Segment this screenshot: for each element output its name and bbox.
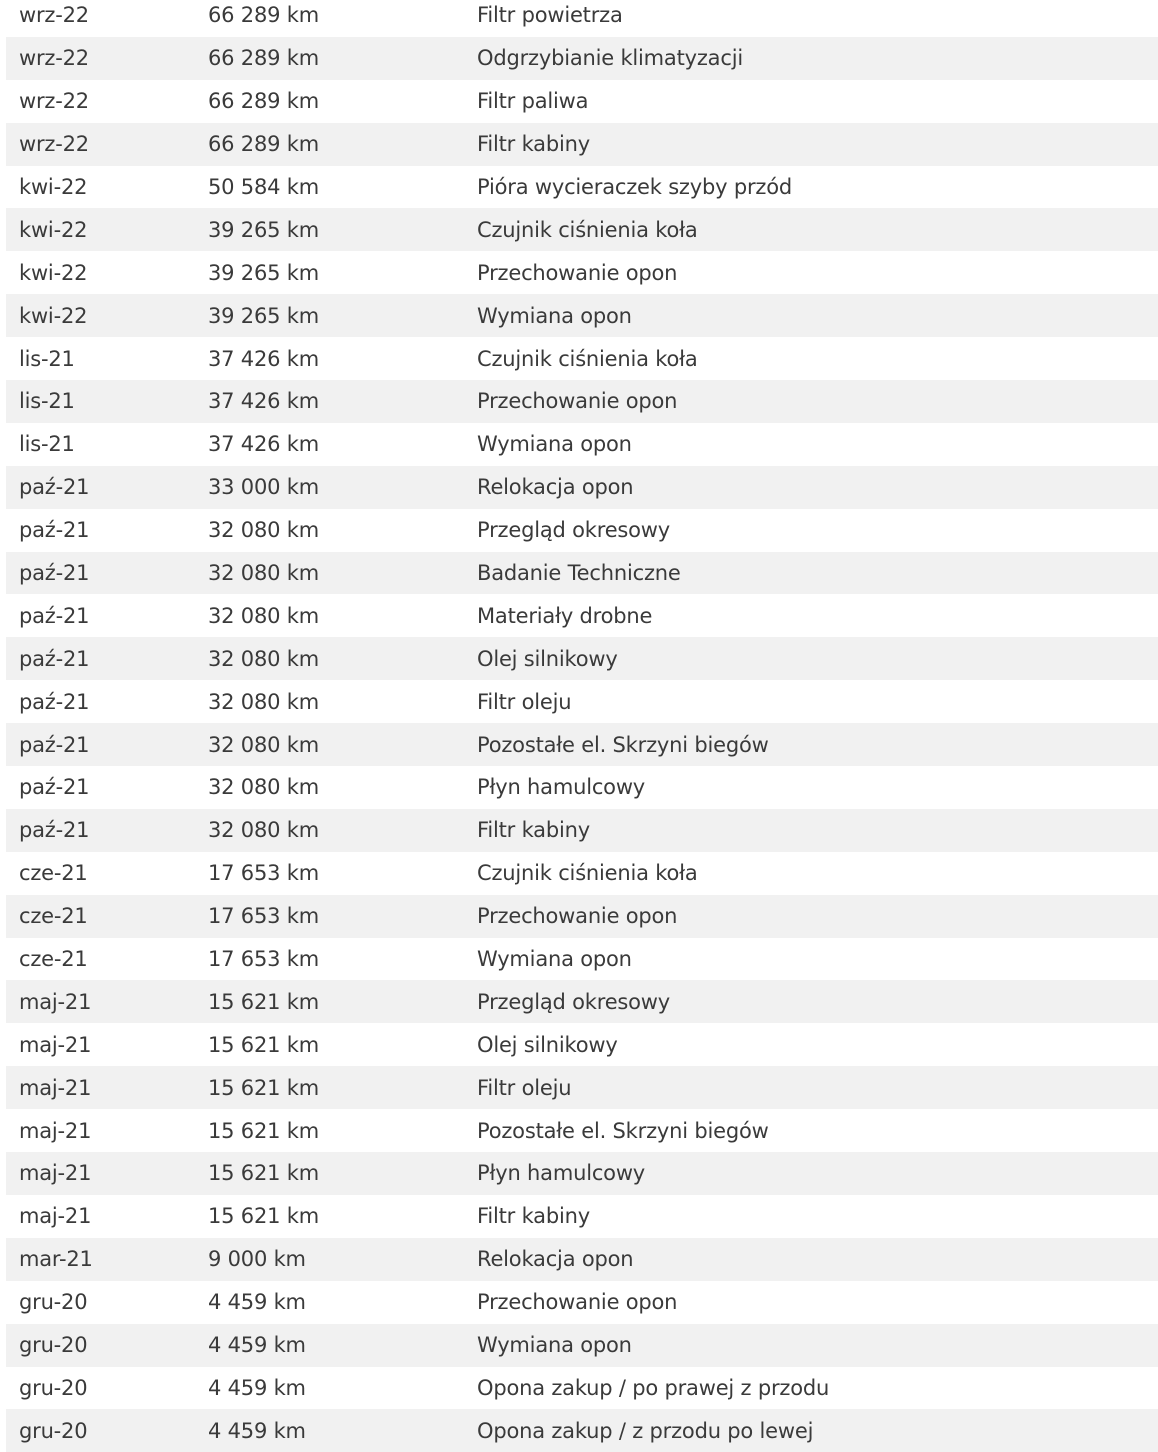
service-description-cell: Czujnik ciśnienia koła — [477, 217, 698, 242]
table-row — [6, 1066, 1158, 1109]
mileage-cell: 32 080 km — [208, 775, 319, 800]
service-description-cell: Filtr oleju — [477, 689, 572, 714]
date-cell: paź-21 — [19, 732, 90, 757]
date-cell: lis-21 — [19, 346, 75, 371]
mileage-cell: 4 459 km — [208, 1333, 306, 1358]
mileage-cell: 15 621 km — [208, 989, 319, 1014]
table-row — [6, 1238, 1158, 1281]
service-description-cell: Wymiana opon — [477, 432, 632, 457]
date-cell: maj-21 — [19, 989, 92, 1014]
date-cell: maj-21 — [19, 1118, 92, 1143]
table-row — [6, 766, 1158, 809]
service-description-cell: Filtr kabiny — [477, 818, 590, 843]
table-row — [6, 980, 1158, 1023]
mileage-cell: 37 426 km — [208, 346, 319, 371]
date-cell: paź-21 — [19, 561, 90, 586]
date-cell: wrz-22 — [19, 46, 89, 71]
date-cell: maj-21 — [19, 1075, 92, 1100]
table-row — [6, 166, 1158, 209]
table-row — [6, 466, 1158, 509]
mileage-cell: 17 653 km — [208, 947, 319, 972]
service-description-cell: Filtr kabiny — [477, 1204, 590, 1229]
date-cell: kwi-22 — [19, 303, 88, 328]
mileage-cell: 66 289 km — [208, 46, 319, 71]
mileage-cell: 15 621 km — [208, 1118, 319, 1143]
date-cell: mar-21 — [19, 1247, 93, 1272]
service-description-cell: Pozostałe el. Skrzyni biegów — [477, 732, 769, 757]
service-description-cell: Relokacja opon — [477, 475, 634, 500]
service-description-cell: Przechowanie opon — [477, 389, 678, 414]
table-row — [6, 509, 1158, 552]
date-cell: lis-21 — [19, 432, 75, 457]
service-description-cell: Pozostałe el. Skrzyni biegów — [477, 1118, 769, 1143]
mileage-cell: 32 080 km — [208, 518, 319, 543]
mileage-cell: 33 000 km — [208, 475, 319, 500]
table-row — [6, 1023, 1158, 1066]
mileage-cell: 17 653 km — [208, 904, 319, 929]
service-description-cell: Wymiana opon — [477, 303, 632, 328]
service-description-cell: Filtr paliwa — [477, 89, 589, 114]
date-cell: wrz-22 — [19, 132, 89, 157]
table-row — [6, 37, 1158, 80]
service-description-cell: Pióra wycieraczek szyby przód — [477, 175, 792, 199]
mileage-cell: 4 459 km — [208, 1418, 306, 1443]
date-cell: gru-20 — [19, 1418, 88, 1443]
service-history-table-container — [6, 0, 1158, 1452]
mileage-cell: 15 621 km — [208, 1075, 319, 1100]
table-row — [6, 1409, 1158, 1452]
service-description-cell: Olej silnikowy — [477, 646, 618, 671]
service-description-cell: Czujnik ciśnienia koła — [477, 346, 698, 371]
date-cell: kwi-22 — [19, 175, 88, 199]
date-cell: paź-21 — [19, 518, 90, 543]
table-row — [6, 294, 1158, 337]
date-cell: paź-21 — [19, 775, 90, 800]
date-cell: maj-21 — [19, 1032, 92, 1057]
table-row — [6, 895, 1158, 938]
service-description-cell: Filtr kabiny — [477, 132, 590, 157]
table-row — [6, 680, 1158, 723]
mileage-cell: 4 459 km — [208, 1290, 306, 1315]
service-description-cell: Przechowanie opon — [477, 260, 678, 285]
date-cell: maj-21 — [19, 1161, 92, 1186]
date-cell: kwi-22 — [19, 260, 88, 285]
table-row — [6, 1281, 1158, 1324]
service-description-cell: Opona zakup / z przodu po lewej — [477, 1418, 814, 1443]
date-cell: gru-20 — [19, 1375, 88, 1400]
table-row — [6, 723, 1158, 766]
table-row — [6, 423, 1158, 466]
date-cell: cze-21 — [19, 947, 88, 972]
date-cell: cze-21 — [19, 861, 88, 886]
mileage-cell: 15 621 km — [208, 1204, 319, 1229]
mileage-cell: 66 289 km — [208, 132, 319, 157]
date-cell: paź-21 — [19, 646, 90, 671]
table-row — [6, 852, 1158, 895]
service-description-cell: Przechowanie opon — [477, 1290, 678, 1315]
date-cell: wrz-22 — [19, 3, 89, 28]
service-description-cell: Badanie Techniczne — [477, 561, 681, 586]
table-row — [6, 251, 1158, 294]
mileage-cell: 32 080 km — [208, 732, 319, 757]
mileage-cell: 39 265 km — [208, 217, 319, 242]
date-cell: paź-21 — [19, 475, 90, 500]
date-cell: cze-21 — [19, 904, 88, 929]
service-description-cell: Materiały drobne — [477, 603, 653, 628]
date-cell: gru-20 — [19, 1290, 88, 1315]
date-cell: wrz-22 — [19, 89, 89, 114]
date-cell: maj-21 — [19, 1204, 92, 1229]
service-description-cell: Wymiana opon — [477, 947, 632, 972]
mileage-cell: 32 080 km — [208, 646, 319, 671]
mileage-cell: 15 621 km — [208, 1032, 319, 1057]
date-cell: paź-21 — [19, 818, 90, 843]
table-row — [6, 80, 1158, 123]
service-description-cell: Płyn hamulcowy — [477, 1161, 646, 1186]
service-description-cell: Przegląd okresowy — [477, 518, 671, 543]
mileage-cell: 32 080 km — [208, 818, 319, 843]
date-cell: gru-20 — [19, 1333, 88, 1358]
mileage-cell: 4 459 km — [208, 1375, 306, 1400]
mileage-cell: 15 621 km — [208, 1161, 319, 1186]
table-row — [6, 380, 1158, 423]
table-row — [6, 337, 1158, 380]
service-description-cell: Relokacja opon — [477, 1247, 634, 1272]
mileage-cell: 32 080 km — [208, 689, 319, 714]
service-description-cell: Czujnik ciśnienia koła — [477, 861, 698, 886]
mileage-cell: 39 265 km — [208, 260, 319, 285]
service-description-cell: Wymiana opon — [477, 1333, 632, 1358]
table-row — [6, 0, 1158, 37]
table-row — [6, 1195, 1158, 1238]
service-description-cell: Odgrzybianie klimatyzacji — [477, 46, 743, 71]
service-description-cell: Filtr oleju — [477, 1075, 572, 1100]
mileage-cell: 66 289 km — [208, 3, 319, 28]
service-description-cell: Płyn hamulcowy — [477, 775, 646, 800]
mileage-cell: 9 000 km — [208, 1247, 306, 1272]
table-row — [6, 594, 1158, 637]
table-row — [6, 208, 1158, 251]
date-cell: lis-21 — [19, 389, 75, 414]
table-row — [6, 809, 1158, 852]
table-row — [6, 123, 1158, 166]
mileage-cell: 17 653 km — [208, 861, 319, 886]
service-history-rows — [6, 0, 1158, 1452]
date-cell: paź-21 — [19, 689, 90, 714]
mileage-cell: 37 426 km — [208, 432, 319, 457]
mileage-cell: 32 080 km — [208, 561, 319, 586]
table-row — [6, 938, 1158, 981]
date-cell: paź-21 — [19, 603, 90, 628]
mileage-cell: 32 080 km — [208, 603, 319, 628]
service-description-cell: Opona zakup / po prawej z przodu — [477, 1375, 830, 1400]
table-row — [6, 552, 1158, 595]
mileage-cell: 37 426 km — [208, 389, 319, 414]
service-description-cell: Filtr powietrza — [477, 3, 623, 28]
mileage-cell: 66 289 km — [208, 89, 319, 114]
table-row — [6, 1152, 1158, 1195]
mileage-cell: 39 265 km — [208, 303, 319, 328]
service-description-cell: Przegląd okresowy — [477, 989, 671, 1014]
table-row — [6, 1367, 1158, 1410]
table-row — [6, 637, 1158, 680]
service-description-cell: Przechowanie opon — [477, 904, 678, 929]
date-cell: kwi-22 — [19, 217, 88, 242]
table-row — [6, 1109, 1158, 1152]
service-description-cell: Olej silnikowy — [477, 1032, 618, 1057]
table-row — [6, 1324, 1158, 1367]
service-history-table — [6, 0, 1158, 1452]
mileage-cell: 50 584 km — [208, 175, 319, 199]
